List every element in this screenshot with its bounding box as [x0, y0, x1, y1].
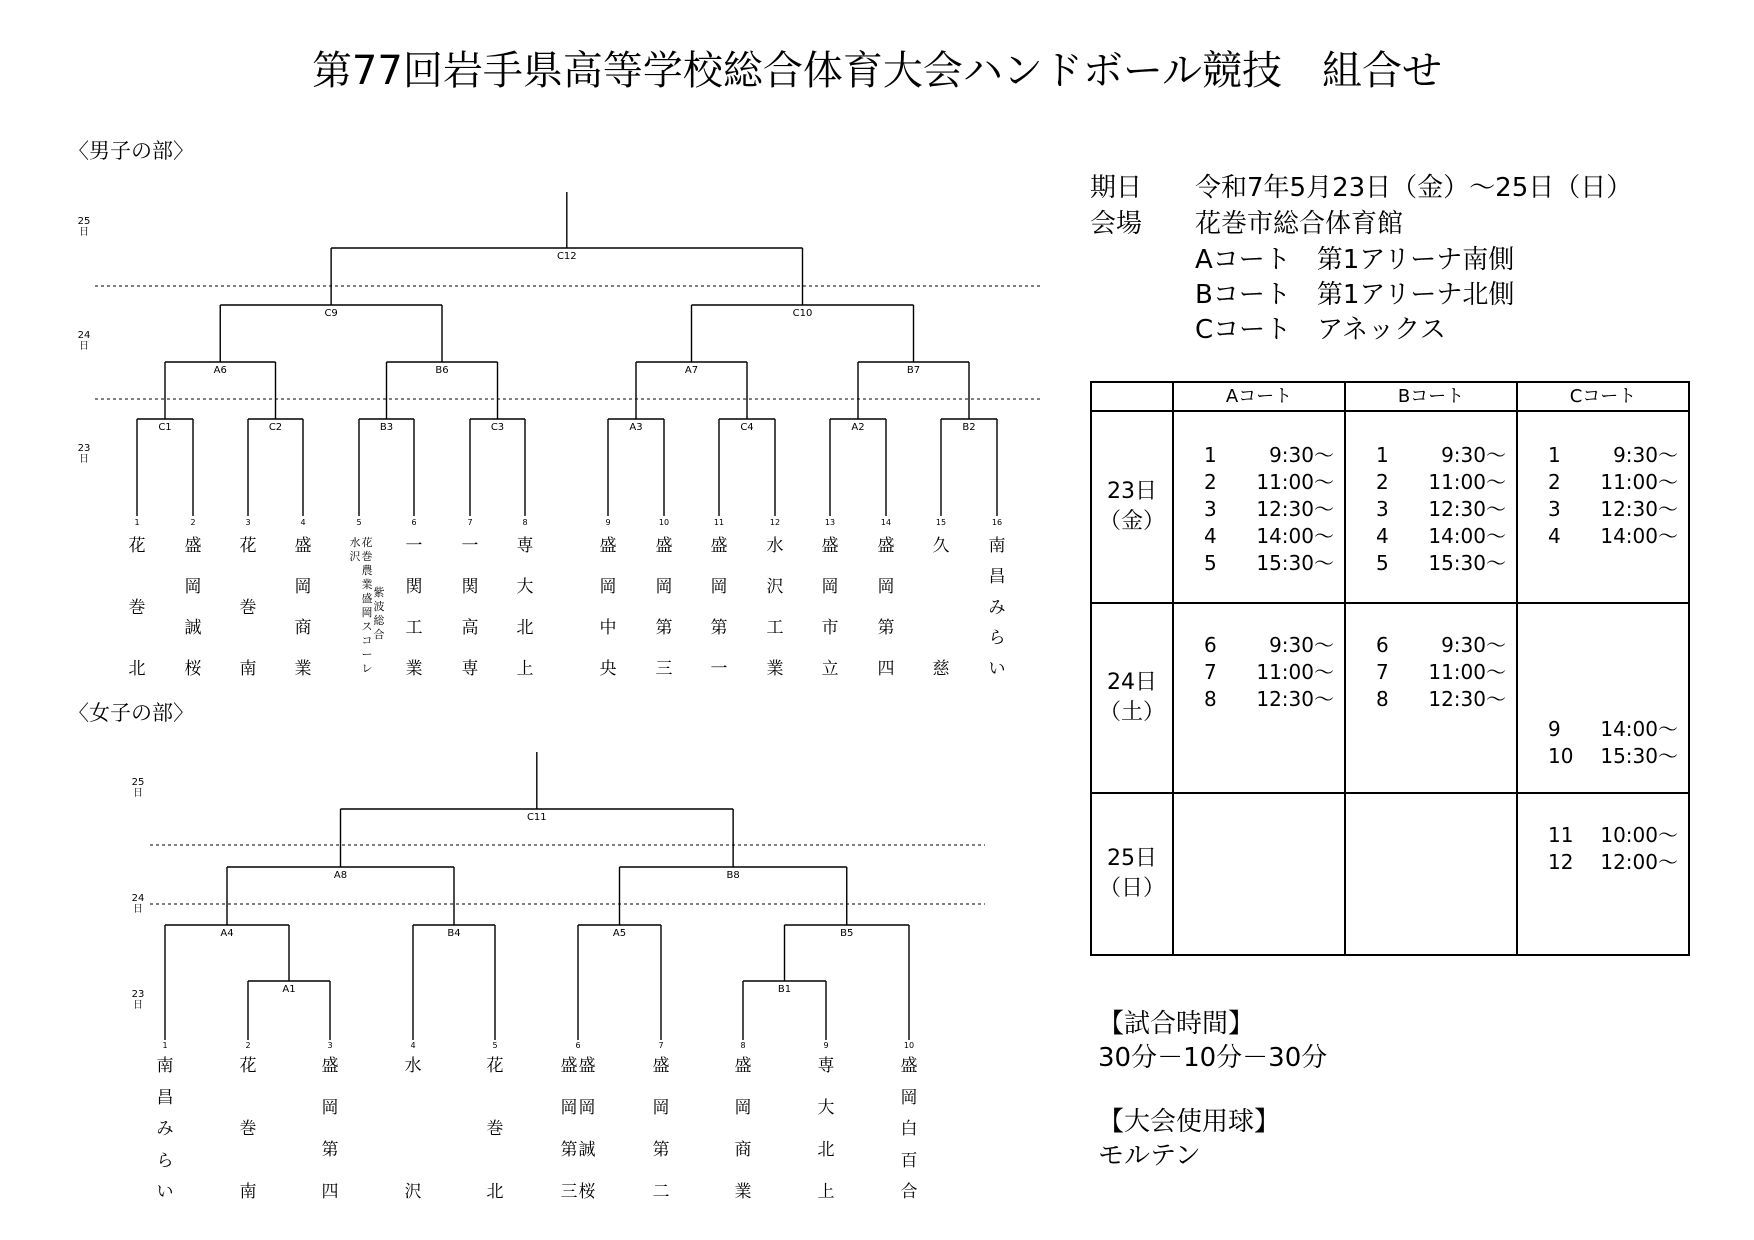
match-id: C10	[792, 308, 813, 319]
match-id: C12	[556, 251, 577, 262]
team-char: 岡	[599, 577, 617, 597]
start-time: 12:00～	[1600, 850, 1678, 874]
team-char: 立	[821, 659, 839, 679]
seed-number: 10	[658, 518, 670, 527]
team-char: 岡	[652, 1098, 670, 1118]
seed-number: 9	[823, 1041, 829, 1050]
court-c-slots	[1518, 794, 1688, 954]
schedule-entry	[1376, 496, 1506, 523]
team-char: 誠	[578, 1140, 596, 1160]
team-char: 工	[766, 618, 784, 638]
match-id: B2	[962, 422, 976, 433]
team-char: 沢	[349, 550, 361, 563]
court-b-slots	[1346, 794, 1516, 954]
team-char: 岡	[734, 1098, 752, 1118]
team-char: 業	[405, 659, 423, 679]
start-time: 9:30～	[1269, 443, 1334, 467]
match-id: A5	[612, 928, 627, 939]
team-char: 第	[655, 618, 673, 638]
start-time: 9:30～	[1441, 443, 1506, 467]
schedule-entry	[1548, 469, 1678, 496]
match-number: 2	[1548, 470, 1561, 494]
match-id: A4	[220, 928, 234, 939]
team-char: 四	[877, 659, 895, 679]
day-label: 23日 （金）	[1091, 411, 1173, 603]
team-char: 沢	[404, 1182, 422, 1202]
team-char: 巻	[361, 550, 373, 563]
team-char: 岡	[655, 577, 673, 597]
team-char: み	[988, 598, 1006, 618]
venue-row	[1090, 206, 1403, 242]
start-time: 14:00～	[1600, 717, 1678, 741]
team-char: 岡	[321, 1098, 339, 1118]
team-char: 北	[486, 1182, 504, 1202]
team-char: 関	[461, 577, 479, 597]
seed-number: 7	[467, 518, 473, 527]
schedule-entry	[1204, 496, 1334, 523]
schedule-entry	[1548, 849, 1678, 876]
seed-number: 12	[769, 518, 781, 527]
team-char: 第	[560, 1140, 578, 1160]
start-time: 12:30～	[1600, 497, 1678, 521]
team-char: 盛	[560, 1056, 578, 1076]
seed-number: 14	[880, 518, 892, 527]
match-number: 4	[1204, 524, 1217, 548]
court-a-slots	[1174, 412, 1344, 602]
match-id: A7	[684, 365, 699, 376]
court-c-slots	[1518, 604, 1688, 792]
team-char: 久	[932, 536, 950, 556]
match-id: B8	[726, 870, 740, 881]
start-time: 11:00～	[1256, 470, 1334, 494]
team-char: 水	[404, 1056, 422, 1076]
schedule-entry	[1204, 523, 1334, 550]
schedule-table	[1090, 381, 1690, 956]
start-time: 15:30～	[1256, 551, 1334, 575]
team-char: 沢	[766, 577, 784, 597]
team-char: レ	[361, 662, 373, 675]
venue-label: 会場	[1090, 209, 1143, 239]
court-a-slots	[1174, 794, 1344, 954]
schedule-entry	[1204, 686, 1334, 713]
match-number: 12	[1548, 850, 1574, 874]
start-time: 15:30～	[1600, 744, 1678, 768]
match-id: B7	[906, 365, 921, 376]
seed-number: 1	[134, 518, 140, 527]
seed-number: 8	[740, 1041, 746, 1050]
team-char: 岡	[560, 1098, 578, 1118]
team-char: 上	[817, 1182, 835, 1202]
start-time: 12:30～	[1256, 497, 1334, 521]
match-number: 6	[1204, 633, 1217, 657]
schedule-entry	[1548, 442, 1678, 469]
team-char: 第	[321, 1140, 339, 1160]
schedule-row	[1091, 411, 1689, 603]
team-char: 岡	[710, 577, 728, 597]
team-char: 市	[821, 618, 839, 638]
match-id: B6	[435, 365, 449, 376]
team-char: 白	[900, 1119, 918, 1139]
team-char: 合	[373, 628, 385, 641]
seed-number: 8	[522, 518, 528, 527]
seed-number: 1	[162, 1041, 168, 1050]
team-char: 盛	[184, 536, 202, 556]
seed-number: 4	[300, 518, 306, 527]
seed-number: 6	[411, 518, 417, 527]
team-char: 第	[710, 618, 728, 638]
match-number: 3	[1548, 497, 1561, 521]
team-char: 盛	[710, 536, 728, 556]
team-char: 慈	[932, 659, 950, 679]
match-number: 1	[1204, 443, 1217, 467]
seed-number: 16	[991, 518, 1003, 527]
schedule-entry	[1376, 659, 1506, 686]
schedule-corner	[1091, 382, 1173, 411]
match-number: 2	[1204, 470, 1217, 494]
schedule-entry	[1376, 686, 1506, 713]
team-char: 花	[486, 1056, 504, 1076]
start-time: 15:30～	[1428, 551, 1506, 575]
team-char: 北	[516, 618, 534, 638]
start-time: 14:00～	[1428, 524, 1506, 548]
seed-number: 2	[245, 1041, 251, 1050]
team-char: 商	[734, 1140, 752, 1160]
team-char: 巻	[239, 1119, 257, 1139]
team-char: 盛	[321, 1056, 339, 1076]
ball-value: モルテン	[1098, 1141, 1201, 1171]
match-id: C4	[740, 422, 754, 433]
team-char: 波	[373, 600, 385, 613]
match-number: 5	[1204, 551, 1217, 575]
start-time: 11:00～	[1428, 470, 1506, 494]
match-id: B5	[840, 928, 854, 939]
team-char: 盛	[578, 1056, 596, 1076]
schedule-entry	[1548, 743, 1678, 770]
match-number: 4	[1548, 524, 1561, 548]
team-char: 昌	[988, 567, 1006, 587]
match-id: A6	[213, 365, 227, 376]
team-char: 上	[516, 659, 534, 679]
ball-label: 【大会使用球】	[1098, 1107, 1281, 1137]
court-c-slots	[1518, 412, 1688, 602]
team-char: 花	[239, 536, 257, 556]
seed-number: 3	[327, 1041, 333, 1050]
team-char: 岡	[578, 1098, 596, 1118]
team-char: 一	[405, 536, 423, 556]
team-char: 花	[128, 536, 146, 556]
team-char: 岡	[877, 577, 895, 597]
start-time: 9:30～	[1613, 443, 1678, 467]
match-id: C1	[158, 422, 172, 433]
date-label: 期日	[1090, 173, 1143, 203]
schedule-row	[1091, 603, 1689, 793]
girls-section-label: 〈女子の部〉	[68, 701, 194, 725]
start-time: 14:00～	[1600, 524, 1678, 548]
header-court-b: Bコート	[1345, 382, 1517, 411]
team-char: 北	[817, 1140, 835, 1160]
header-court-c: Cコート	[1517, 382, 1689, 411]
team-char: 四	[321, 1182, 339, 1202]
seed-number: 5	[356, 518, 362, 527]
team-char: 岡	[900, 1088, 918, 1108]
team-char: 三	[655, 659, 673, 679]
start-time: 9:30～	[1269, 633, 1334, 657]
team-char: 花	[361, 536, 373, 549]
match-number: 1	[1548, 443, 1561, 467]
team-char: 岡	[294, 577, 312, 597]
court-b-slots	[1346, 604, 1516, 792]
team-char: 巻	[239, 598, 257, 618]
schedule-entry	[1376, 523, 1506, 550]
match-number: 4	[1376, 524, 1389, 548]
day-label: 24日 （土）	[1091, 603, 1173, 793]
boys-section-label: 〈男子の部〉	[68, 139, 194, 163]
team-char: 工	[405, 618, 423, 638]
match-id: B3	[379, 422, 394, 433]
schedule-entry	[1376, 469, 1506, 496]
start-time: 14:00～	[1256, 524, 1334, 548]
team-char: み	[156, 1119, 174, 1139]
team-char: 盛	[294, 536, 312, 556]
team-char: 岡	[184, 577, 202, 597]
team-char: 一	[710, 659, 728, 679]
schedule-row	[1091, 793, 1689, 955]
schedule-entry	[1548, 716, 1678, 743]
team-char: ー	[361, 648, 373, 661]
team-char: 昌	[156, 1088, 174, 1108]
team-char: 央	[599, 659, 617, 679]
venue-value: 花巻市総合体育館	[1195, 209, 1404, 239]
match-number: 2	[1376, 470, 1389, 494]
schedule-entry	[1204, 550, 1334, 577]
team-char: 一	[461, 536, 479, 556]
team-char: 桜	[184, 659, 202, 679]
team-char: 南	[988, 536, 1006, 556]
match-number: 3	[1376, 497, 1389, 521]
date-row	[1090, 170, 1632, 206]
schedule-entry	[1204, 659, 1334, 686]
schedule-entry	[1376, 632, 1506, 659]
team-char: 南	[239, 1182, 257, 1202]
match-id: C11	[526, 812, 547, 823]
team-char: 総	[373, 614, 385, 627]
match-id: A1	[282, 984, 296, 995]
team-char: 百	[900, 1151, 918, 1171]
team-char: 盛	[734, 1056, 752, 1076]
schedule-entry	[1204, 632, 1334, 659]
match-number: 5	[1376, 551, 1389, 575]
match-id: C2	[268, 422, 283, 433]
team-char: 南	[156, 1056, 174, 1076]
team-char: 南	[239, 659, 257, 679]
team-char: 盛	[652, 1056, 670, 1076]
schedule-entry	[1548, 496, 1678, 523]
match-id: B1	[777, 984, 792, 995]
day-label: 23 日	[77, 443, 91, 465]
match-id: A2	[851, 422, 865, 433]
team-char: 大	[516, 577, 534, 597]
match-id: C3	[490, 422, 505, 433]
seed-number: 7	[658, 1041, 664, 1050]
court-b-slots	[1346, 412, 1516, 602]
team-char: 業	[294, 659, 312, 679]
seed-number: 11	[713, 518, 725, 527]
team-char: 合	[900, 1182, 918, 1202]
team-char: 第	[877, 618, 895, 638]
day-label: 24 日	[77, 330, 91, 352]
team-char: 高	[461, 618, 479, 638]
match-number: 3	[1204, 497, 1217, 521]
seed-number: 9	[605, 518, 611, 527]
match-id: C9	[324, 308, 338, 319]
game-time-value: 30分－10分－30分	[1098, 1043, 1328, 1073]
seed-number: 10	[903, 1041, 915, 1050]
team-char: 業	[766, 659, 784, 679]
schedule-header-row	[1091, 382, 1689, 411]
team-char: い	[156, 1182, 174, 1202]
seed-number: 4	[410, 1041, 416, 1050]
team-char: 第	[652, 1140, 670, 1160]
schedule-entry	[1204, 469, 1334, 496]
page-title: 第77回岩手県高等学校総合体育大会ハンドボール競技 組合せ	[311, 48, 1443, 94]
team-char: 専	[461, 659, 479, 679]
seed-number: 15	[935, 518, 947, 527]
day-label: 25 日	[131, 777, 145, 799]
match-number: 8	[1376, 687, 1389, 711]
team-char: 中	[599, 618, 617, 638]
match-number: 8	[1204, 687, 1217, 711]
seed-number: 13	[824, 518, 836, 527]
schedule-entry	[1548, 523, 1678, 550]
header-court-a: Aコート	[1173, 382, 1345, 411]
start-time: 9:30～	[1441, 633, 1506, 657]
team-char: コ	[361, 634, 373, 647]
team-char: 誠	[184, 618, 202, 638]
team-char: 盛	[361, 592, 373, 605]
match-number: 7	[1376, 660, 1389, 684]
team-char: 商	[294, 618, 312, 638]
team-char: 業	[734, 1182, 752, 1202]
team-char: 専	[516, 536, 534, 556]
team-char: 水	[766, 536, 784, 556]
team-char: 関	[405, 577, 423, 597]
team-char: 花	[239, 1056, 257, 1076]
team-char: 桜	[578, 1182, 596, 1202]
start-time: 12:30～	[1428, 497, 1506, 521]
day-label: 23 日	[131, 989, 145, 1011]
team-char: 紫	[373, 586, 385, 599]
match-id: B4	[447, 928, 461, 939]
team-char: 大	[817, 1098, 835, 1118]
start-time: 11:00～	[1600, 470, 1678, 494]
match-number: 6	[1376, 633, 1389, 657]
team-char: ら	[988, 628, 1006, 648]
team-char: 専	[817, 1056, 835, 1076]
court-a-slots	[1174, 604, 1344, 792]
seed-number: 6	[575, 1041, 581, 1050]
day-label: 25日 （日）	[1091, 793, 1173, 955]
start-time: 12:30～	[1428, 687, 1506, 711]
team-char: ス	[361, 620, 373, 633]
court-a-info: Aコート 第1アリーナ南側	[1195, 245, 1515, 275]
schedule-entry	[1376, 550, 1506, 577]
match-id: A8	[333, 870, 348, 881]
team-char: 盛	[877, 536, 895, 556]
seed-number: 3	[245, 518, 251, 527]
court-b-info: Bコート 第1アリーナ北側	[1195, 280, 1515, 310]
schedule-entry	[1548, 822, 1678, 849]
match-number: 11	[1548, 823, 1574, 847]
team-char: 巻	[486, 1119, 504, 1139]
team-char: 盛	[900, 1056, 918, 1076]
team-char: 農	[361, 564, 373, 577]
team-char: 二	[652, 1182, 670, 1202]
schedule-entry	[1376, 442, 1506, 469]
date-value: 令和7年5月23日（金）～25日（日）	[1195, 173, 1633, 203]
game-time-label: 【試合時間】	[1098, 1009, 1255, 1039]
match-number: 1	[1376, 443, 1389, 467]
team-char: 盛	[821, 536, 839, 556]
day-label: 24 日	[131, 893, 145, 915]
day-label: 25 日	[77, 216, 91, 238]
team-char: 岡	[821, 577, 839, 597]
start-time: 12:30～	[1256, 687, 1334, 711]
match-number: 9	[1548, 717, 1561, 741]
start-time: 11:00～	[1428, 660, 1506, 684]
schedule-entry	[1204, 442, 1334, 469]
match-number: 7	[1204, 660, 1217, 684]
seed-number: 2	[190, 518, 196, 527]
team-char: 盛	[655, 536, 673, 556]
team-char: 岡	[361, 606, 373, 619]
team-char: ら	[156, 1151, 174, 1171]
team-char: 業	[361, 578, 373, 591]
team-char: 北	[128, 659, 146, 679]
team-char: い	[988, 659, 1006, 679]
match-id: A3	[629, 422, 643, 433]
team-char: 水	[349, 536, 361, 549]
team-char: 巻	[128, 598, 146, 618]
match-number: 10	[1548, 744, 1574, 768]
start-time: 10:00～	[1600, 823, 1678, 847]
team-char: 盛	[599, 536, 617, 556]
court-c-info: Cコート アネックス	[1195, 315, 1446, 345]
seed-number: 5	[492, 1041, 498, 1050]
team-char: 三	[560, 1182, 578, 1202]
start-time: 11:00～	[1256, 660, 1334, 684]
